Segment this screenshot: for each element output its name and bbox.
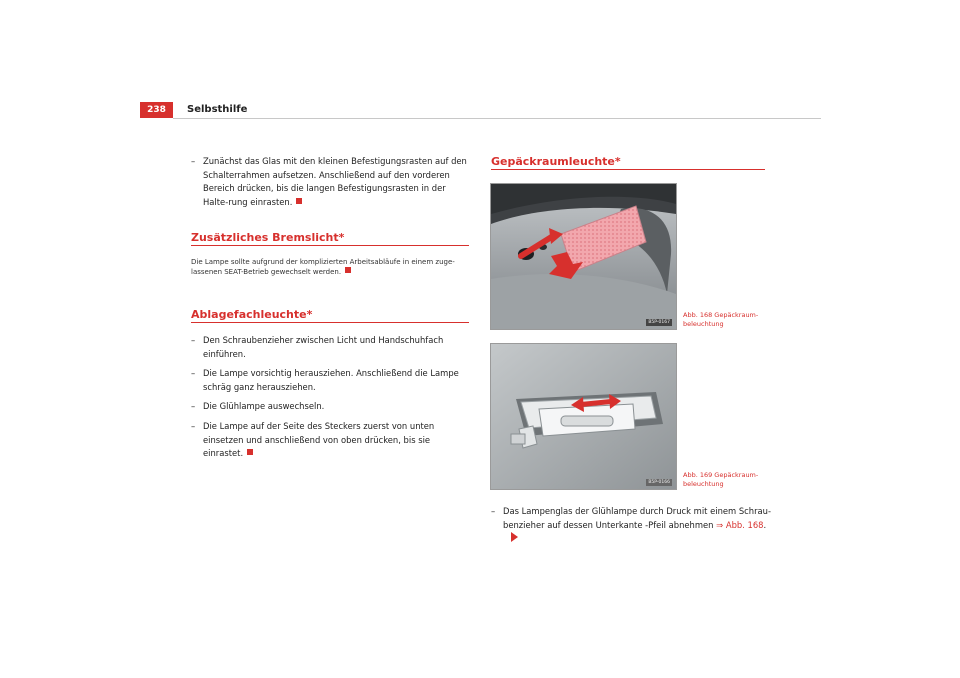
page-number: 238 bbox=[140, 102, 173, 118]
heading-rule bbox=[491, 169, 765, 170]
heading-brake-light: Zusätzliches Bremslicht* bbox=[191, 231, 345, 244]
end-mark-icon bbox=[296, 198, 302, 204]
header-rule bbox=[173, 118, 821, 119]
storage-light-steps bbox=[191, 334, 469, 467]
figure-link[interactable]: Abb. 168 bbox=[725, 519, 764, 530]
figure-169 bbox=[490, 343, 677, 490]
step-text: Die Lampe vorsichtig herausziehen. Anschließend die Lampe schräg ganz herausziehen. bbox=[203, 368, 459, 392]
note-text: Die Lampe sollte aufgrund der komplizierten Arbeitsabläufe in einem zuge-lassenen SEAT-Betrieb gewechselt werden. bbox=[191, 258, 455, 276]
list-item bbox=[491, 505, 781, 546]
list-item bbox=[191, 334, 469, 361]
step-dash: – bbox=[191, 335, 196, 345]
end-mark-icon bbox=[345, 267, 351, 273]
step-text: Das Lampenglas der Glühlampe durch Druck mit einem Schrau-benzieher auf dessen Unterkante -Pfeil abnehmen bbox=[503, 506, 771, 530]
step-dash: – bbox=[191, 368, 196, 379]
figure-id: B5P-0166 bbox=[648, 480, 670, 485]
luggage-light-illustration bbox=[491, 184, 676, 329]
intro-step bbox=[191, 155, 469, 209]
list-item bbox=[191, 367, 469, 394]
running-head: Selbsthilfe bbox=[187, 104, 248, 115]
step-dash: – bbox=[191, 156, 196, 166]
continue-arrow-icon bbox=[511, 532, 518, 542]
caption-168 bbox=[683, 311, 793, 328]
caption-line: beleuchtung bbox=[683, 479, 724, 488]
left-column bbox=[191, 155, 469, 215]
lamp-glass-illustration bbox=[491, 344, 676, 489]
caption-169 bbox=[683, 471, 793, 488]
brake-light-note bbox=[191, 257, 469, 277]
step-text: Den Schraubenzieher zwischen Licht und Handschuhfach einführen. bbox=[203, 335, 444, 359]
ref-arrow: ⇒ bbox=[716, 519, 724, 530]
list-item bbox=[191, 420, 469, 461]
list-item bbox=[191, 400, 469, 414]
heading-luggage-light: Gepäckraumleuchte* bbox=[491, 155, 621, 168]
step-text: Die Lampe auf der Seite des Steckers zuerst von unten einsetzen und anschließend von oben drücken, bis sie einrastet. bbox=[203, 420, 435, 459]
caption-line: Abb. 169 Gepäckraum- bbox=[683, 471, 759, 479]
step-dash: – bbox=[491, 506, 496, 516]
heading-rule bbox=[191, 322, 469, 323]
heading-storage-light: Ablagefachleuchte* bbox=[191, 308, 313, 321]
figure-168 bbox=[490, 183, 677, 330]
heading-rule bbox=[191, 245, 469, 246]
luggage-light-step bbox=[491, 505, 781, 552]
step-end: . bbox=[763, 519, 767, 530]
step-text: Zunächst das Glas mit den kleinen Befestigungsrasten auf den Schalterrahmen aufsetzen. Anschließend auf den vorderen Bereich drücken, bis die langen Befestigungsrasten in der Halte-rung einrasten. bbox=[203, 156, 467, 207]
caption-line: beleuchtung bbox=[683, 319, 724, 328]
step-dash: – bbox=[191, 420, 196, 431]
caption-line: Abb. 168 Gepäckraum- bbox=[683, 311, 759, 319]
step-text: Die Glühlampe auswechseln. bbox=[203, 401, 325, 412]
figure-id: B5P-0167 bbox=[648, 320, 670, 325]
end-mark-icon bbox=[247, 449, 253, 455]
step-dash: – bbox=[191, 401, 196, 412]
